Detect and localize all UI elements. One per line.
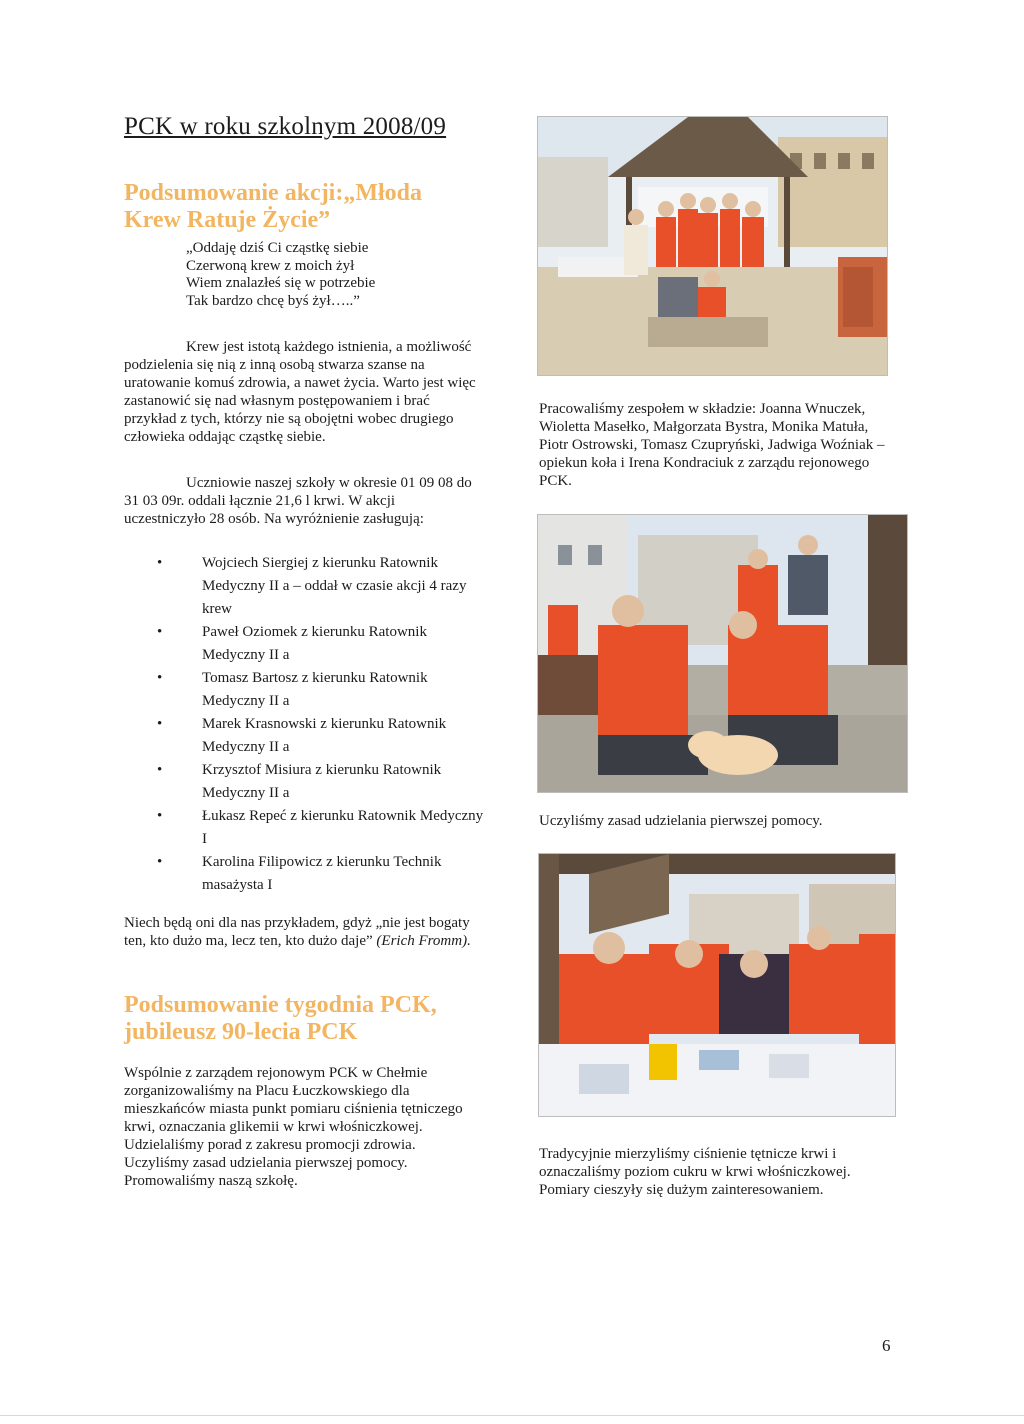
list-item xyxy=(124,667,484,713)
honoree-text: Paweł Oziomek z kierunku Ratownik Medyczny II a xyxy=(202,624,427,663)
results-paragraph: Uczniowie naszej szkoły w okresie 01 09 08 do 31 03 09r. oddali łącznie 21,6 l krwi. W akcji uczestniczyło 28 osób. Na wyróżnienie zasługują: xyxy=(124,475,472,527)
honoree-text: Łukasz Repeć z kierunku Ratownik Medyczny I xyxy=(202,808,484,847)
honoree-text: Karolina Filipowicz z kierunku Technik masażysta I xyxy=(202,854,442,893)
honoree-text: Krzysztof Misiura z kierunku Ratownik Medyczny II a xyxy=(202,762,442,801)
team-photo xyxy=(537,116,888,376)
list-item xyxy=(124,713,484,759)
section-heading-blood-drive: Podsumowanie akcji:„Młoda Krew Ratuje Życie” xyxy=(124,180,423,233)
page-title: PCK w roku szkolnym 2008/09 xyxy=(124,113,447,140)
bullet-icon: • xyxy=(157,716,163,732)
poem-line: Czerwoną krew z moich żył xyxy=(186,257,355,274)
pck-week-paragraph: Wspólnie z zarządem rejonowym PCK w Chełmie zorganizowaliśmy na Placu Łuczkowskiego dla mieszkańców miasta punkt pomiaru ciśnienia tętniczego krwi, oznaczania glikemii w krwi włośniczkowej. Udzielaliśmy porad z zakresu promocji zdrowia. Uczyliśmy zasad udzielania pierwszej pomocy. Promowaliśmy naszą szkołę. xyxy=(124,1065,463,1189)
quote-text: Niech będą oni dla nas przykładem, gdyż „nie jest bogaty ten, kto dużo ma, lecz ten, kto dużo daje” xyxy=(124,915,470,949)
quote-paragraph xyxy=(124,914,476,950)
bullet-icon: • xyxy=(157,624,163,640)
quote-author: (Erich Fromm). xyxy=(376,933,471,949)
honoree-text: Marek Krasnowski z kierunku Ratownik Medyczny II a xyxy=(202,716,447,755)
list-item xyxy=(124,851,484,897)
list-item xyxy=(124,552,484,621)
bullet-icon: • xyxy=(157,854,163,870)
poem-line: Tak bardzo chcę byś żył…..” xyxy=(186,292,360,309)
measurement-photo-caption: Tradycyjnie mierzyliśmy ciśnienie tętnicze krwi i oznaczaliśmy poziom cukru w krwi włośniczkowej. Pomiary cieszyły się dużym zainteresowaniem. xyxy=(539,1146,851,1198)
team-photo-caption: Pracowaliśmy zespołem w składzie: Joanna Wnuczek, Wioletta Masełko, Małgorzata Bystra, Monika Matuła, Piotr Ostrowski, Tomasz Czupryński, Jadwiga Woźniak – opiekun koła i Irena Kondraciuk z zarządu rejonowego PCK. xyxy=(539,401,885,489)
list-item xyxy=(124,805,484,851)
page-edge-line xyxy=(0,1415,1024,1416)
first-aid-photo-caption: Uczyliśmy zasad udzielania pierwszej pomocy. xyxy=(539,813,823,829)
poem xyxy=(186,240,375,310)
bullet-icon: • xyxy=(157,555,163,571)
honorees-list xyxy=(124,552,484,897)
intro-paragraph: Krew jest istotą każdego istnienia, a możliwość podzielenia się nią z inną osobą stwarza szanse na uratowanie komuś zdrowia, a nawet życia. Warto jest więc zastanowić się nad własnym postępowaniem i brać przykład z tych, którzy nie są obojętni wobec drugiego człowieka oddając cząstkę siebie. xyxy=(124,339,476,445)
list-item xyxy=(124,621,484,667)
measurement-photo xyxy=(538,853,896,1117)
list-item xyxy=(124,759,484,805)
poem-line: Wiem znalazłeś się w potrzebie xyxy=(186,275,376,291)
honoree-text: Tomasz Bartosz z kierunku Ratownik Medyczny II a xyxy=(202,670,428,709)
page-number: 6 xyxy=(882,1336,891,1355)
bullet-icon: • xyxy=(157,762,163,778)
bullet-icon: • xyxy=(157,808,163,824)
poem-line: „Oddaję dziś Ci cząstkę siebie xyxy=(186,240,369,256)
honoree-text: Wojciech Siergiej z kierunku Ratownik Medyczny II a – oddał w czasie akcji 4 razy krew xyxy=(202,555,467,617)
bullet-icon: • xyxy=(157,670,163,686)
section-heading-pck-week: Podsumowanie tygodnia PCK, jubileusz 90-lecia PCK xyxy=(124,992,437,1045)
first-aid-photo xyxy=(537,514,908,793)
